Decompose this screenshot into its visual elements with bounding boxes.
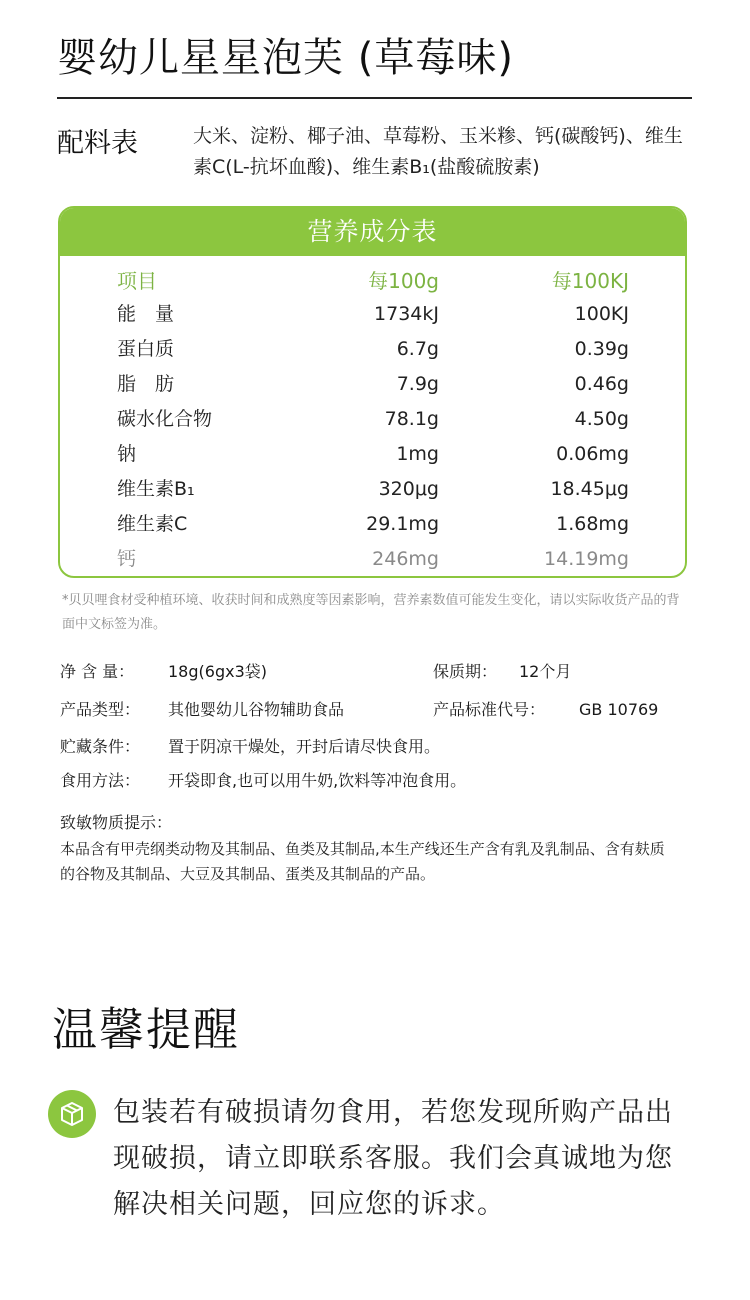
nutrient-per-100kj: 4.50g <box>574 408 629 430</box>
nutrition-table <box>58 206 687 578</box>
title-divider <box>57 97 692 99</box>
nutrient-name: 能 量 <box>117 303 175 325</box>
nutrition-row <box>60 472 685 507</box>
spec-product-type <box>60 697 344 720</box>
reminder-title: 温馨提醒 <box>52 1003 241 1056</box>
allergy-title: 致敏物质提示： <box>60 813 173 832</box>
nutrient-per-100g: 29.1mg <box>366 513 439 535</box>
spec-value: 18g(6gx3袋) <box>168 662 267 681</box>
nutrition-row <box>60 332 685 367</box>
spec-shelf-life <box>433 659 571 682</box>
nutrition-row <box>60 297 685 332</box>
ingredients-label: 配料表 <box>57 128 138 159</box>
nutrient-per-100g: 246mg <box>372 548 439 570</box>
nutrient-per-100kj: 14.19mg <box>544 548 629 570</box>
spec-value: 置于阴凉干燥处，开封后请尽快食用。 <box>168 737 441 756</box>
spec-value: 12个月 <box>519 662 572 681</box>
nutrient-per-100kj: 0.39g <box>574 338 629 360</box>
nutrient-name: 钠 <box>117 443 137 465</box>
spec-standard-code <box>433 697 658 720</box>
spec-value: 开袋即食,也可以用牛奶,饮料等冲泡食用。 <box>168 771 467 790</box>
nutrient-name: 碳水化合物 <box>117 408 213 430</box>
nutrient-per-100g: 1mg <box>396 443 439 465</box>
spec-label: 净 含 量： <box>60 662 135 681</box>
nutrient-per-100kj: 1.68mg <box>556 513 629 535</box>
nutrient-per-100kj: 0.46g <box>574 373 629 395</box>
nutrient-name: 脂 肪 <box>117 373 175 395</box>
nutrition-header-row <box>60 264 685 299</box>
ingredients-text: 大米、淀粉、椰子油、草莓粉、玉米糁、钙(碳酸钙)、维生素C(L-抗坏血酸)、维生素B₁(盐酸硫胺素) <box>193 125 683 178</box>
reminder-text: 包装若有破损请勿食用，若您发现所购产品出现破损，请立即联系客服。我们会真诚地为您解决相关问题，回应您的诉求。 <box>113 1097 673 1220</box>
nutrition-footnote: *贝贝哩食材受种植环境、收获时间和成熟度等因素影响，营养素数值可能发生变化，请以实际收货产品的背面中文标签为准。 <box>62 593 680 632</box>
spec-value: 其他婴幼儿谷物辅助食品 <box>168 700 345 719</box>
spec-label: 产品标准代号： <box>433 700 546 719</box>
nutrient-per-100g: 6.7g <box>396 338 439 360</box>
nutrient-per-100kj: 100KJ <box>574 303 629 325</box>
spec-usage <box>60 768 466 791</box>
nutrient-name: 蛋白质 <box>117 338 175 360</box>
spec-label: 食用方法： <box>60 771 141 790</box>
nutrient-per-100g: 7.9g <box>396 373 439 395</box>
spec-value: GB 10769 <box>579 700 659 719</box>
nutrition-table-title: 营养成分表 <box>60 208 685 256</box>
spec-storage <box>60 734 440 757</box>
nutrient-per-100g: 78.1g <box>384 408 439 430</box>
nutrient-per-100kj: 0.06mg <box>556 443 629 465</box>
nutrient-per-100g: 320μg <box>378 478 439 500</box>
spec-label: 贮藏条件： <box>60 737 141 756</box>
nutrition-row <box>60 542 685 577</box>
header-item: 项目 <box>117 269 157 293</box>
nutrient-per-100kj: 18.45μg <box>550 478 629 500</box>
spec-net-content <box>60 659 267 682</box>
page-title: 婴幼儿星星泡芙 (草莓味) <box>57 35 514 81</box>
nutrition-row <box>60 367 685 402</box>
nutrient-name: 维生素C <box>117 513 188 535</box>
header-per-100g: 每100g <box>368 269 439 293</box>
header-per-100kj: 每100KJ <box>551 269 629 293</box>
package-icon <box>48 1090 96 1138</box>
nutrition-row <box>60 402 685 437</box>
nutrient-name: 维生素B₁ <box>117 478 195 500</box>
spec-label: 产品类型： <box>60 700 141 719</box>
allergy-text: 本品含有甲壳纲类动物及其制品、鱼类及其制品,本生产线还生产含有乳及乳制品、含有麸质的谷物及其制品、大豆及其制品、蛋类及其制品的产品。 <box>60 840 665 883</box>
nutrient-per-100g: 1734kJ <box>374 303 439 325</box>
nutrition-row <box>60 437 685 472</box>
nutrient-name: 钙 <box>117 548 137 570</box>
spec-label: 保质期： <box>433 662 498 681</box>
nutrition-row <box>60 507 685 542</box>
